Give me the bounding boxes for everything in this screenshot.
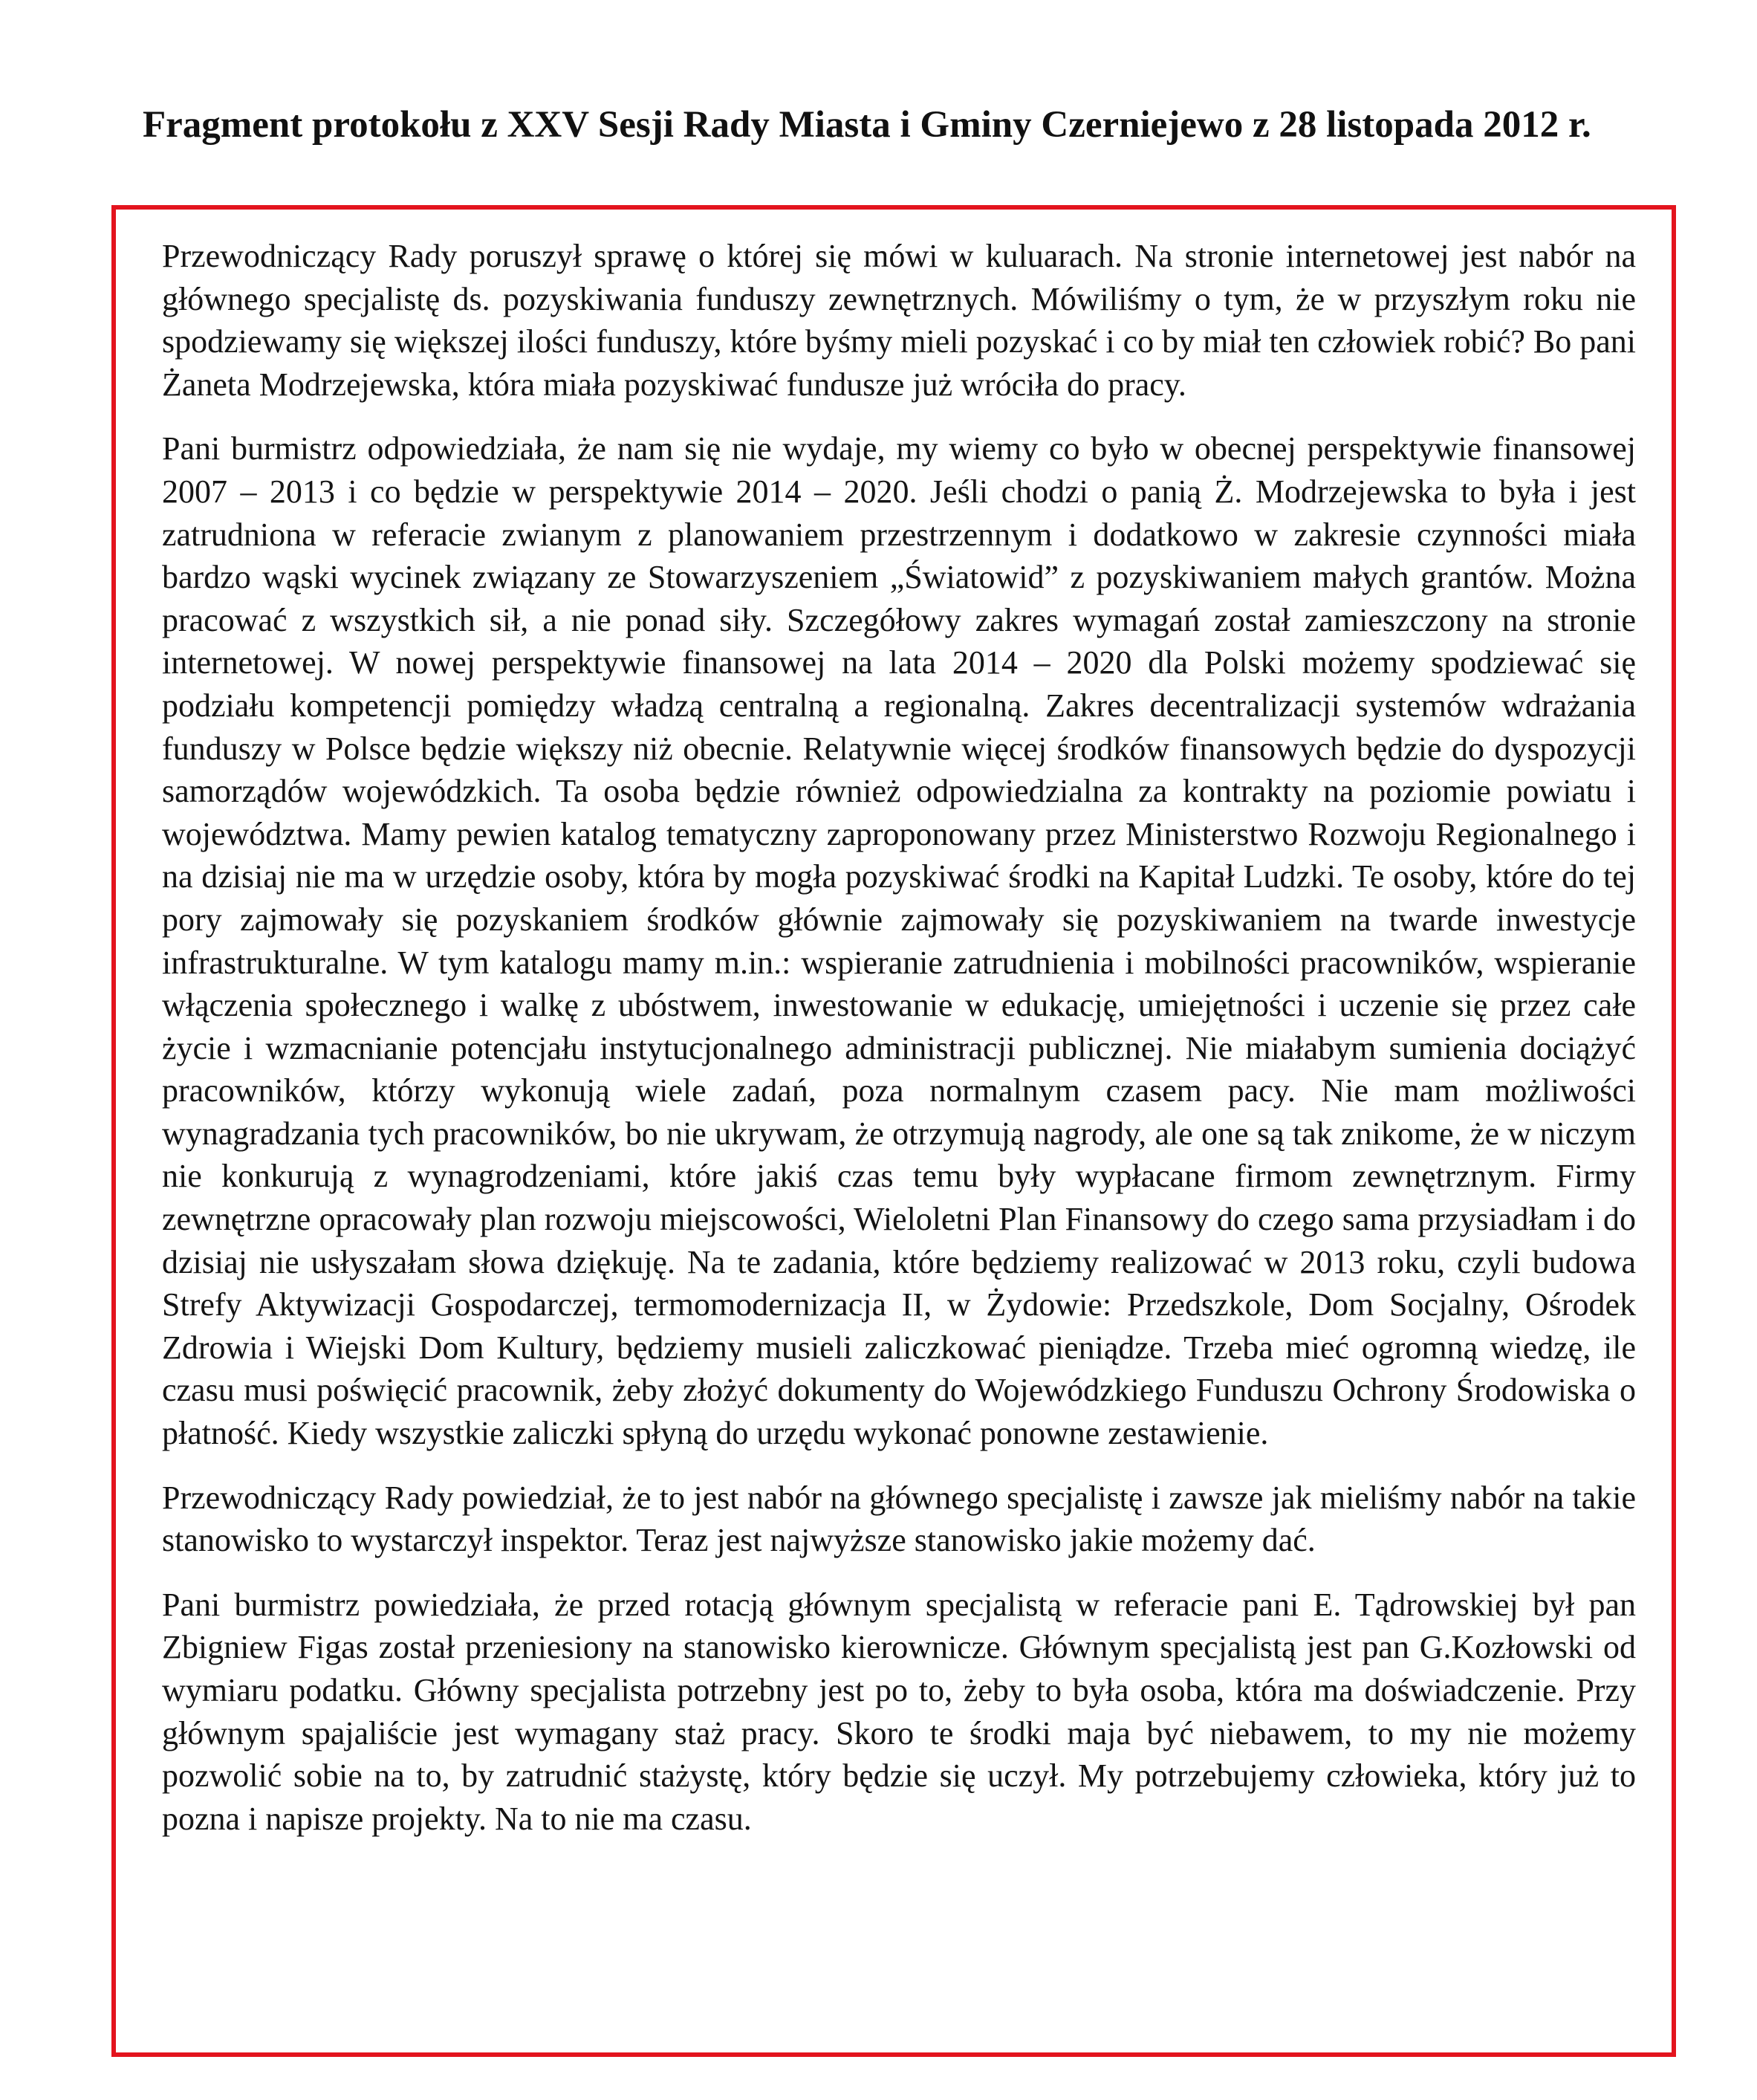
paragraph-council-chairman-reply: Przewodniczący Rady powiedział, że to jest nabór na głównego specjalistę i zawsze jak mieliśmy nabór na takie stanowisko to wystarczył inspektor. Teraz jest najwyższe stanowisko jakie możemy dać. — [162, 1479, 1636, 1559]
document-title: Fragment protokołu z XXV Sesji Rady Miasta i Gminy Czerniejewo z 28 listopada 2012 r. — [143, 104, 1591, 146]
paragraph-mayor-response: Pani burmistrz odpowiedziała, że nam się nie wydaje, my wiemy co było w obecnej perspektywie finansowej 2007 – 2013 i co będzie w perspektywie 2014 – 2020. Jeśli chodzi o panią Ż. Modrzejewska to była i jest zatrudniona w referacie zwianym z planowaniem przestrzennym i dodatkowo w zakresie czynności miała bardzo wąski wycinek związany ze Stowarzyszeniem „Światowid” z pozyskiwaniem małych grantów. Można pracować z wszystkich sił, a nie ponad siły. Szczegółowy zakres wymagań został zamieszczony na stronie internetowej. W nowej perspektywie finansowej na lata 2014 – 2020 dla Polski możemy spodziewać się podziału kompetencji pomiędzy władzą centralną a regionalną. Zakres decentralizacji systemów wdrażania funduszy w Polsce będzie większy niż obecnie. Relatywnie więcej środków finansowych będzie do dyspozycji samorządów wojewódzkich. Ta osoba będzie również odpowiedzialna za kontrakty na poziomie powiatu i województwa. Mamy pewien katalog tematyczny zaproponowany przez Ministerstwo Rozwoju Regionalnego i na dzisiaj nie ma w urzędzie osoby, która by mogła pozyskiwać środki na Kapitał Ludzki. Te osoby, które do tej pory zajmowały się pozyskaniem środków głównie zajmowały się pozyskiwaniem na twarde inwestycje infrastrukturalne. W tym katalogu mamy m.in.: wspieranie zatrudnienia i mobilności pracowników, wspieranie włączenia społecznego i walkę z ubóstwem, inwestowanie w edukację, umiejętności i uczenie się przez całe życie i wzmacnianie potencjału instytucjonalnego administracji publicznej. Nie miałabym sumienia dociążyć pracowników, którzy wykonują wiele zadań, poza normalnym czasem pacy. Nie mam możliwości wynagradzania tych pracowników, bo nie ukrywam, że otrzymują nagrody, ale one są tak znikome, że w niczym nie konkurują z wynagrodzeniami, które jakiś czas temu były wypłacane firmom zewnętrznym. Firmy zewnętrzne opracowały plan rozwoju miejscowości, Wieloletni Plan Finansowy do czego sama przysiadłam i do dzisiaj nie usłyszałam słowa dziękuję. Na te zadania, które będziemy realizować w 2013 roku, czyli budowa Strefy Aktywizacji Gospodarczej, termomodernizacja II, w Żydowie: Przedszkole, Dom Socjalny, Ośrodek Zdrowia i Wiejski Dom Kultury, będziemy musieli zaliczkować pieniądze. Trzeba mieć ogromną wiedzę, ile czasu musi poświęcić pracownik, żeby złożyć dokumenty do Wojewódzkiego Funduszu Ochrony Środowiska o płatność. Kiedy wszystkie zaliczki spłyną do urzędu wykonać ponowne zestawienie. — [162, 430, 1636, 1452]
paragraph-mayor-closing: Pani burmistrz powiedziała, że przed rotacją głównym specjalistą w referacie pani E. Tądrowskiej był pan Zbigniew Figas został przeniesiony na stanowisko kierownicze. Głównym specjalistą jest pan G.Kozłowski od wymiaru podatku. Główny specjalista potrzebny jest po to, żeby to była osoba, która ma doświadczenie. Przy głównym spajaliście jest wymagany staż pracy. Skoro te środki maja być niebawem, to my nie możemy pozwolić sobie na to, by zatrudnić stażystę, który będzie się uczył. My potrzebujemy człowieka, który już to pozna i napisze projekty. Na to nie ma czasu. — [162, 1586, 1636, 1837]
highlighted-excerpt-frame — [111, 205, 1676, 2057]
paragraph-council-chairman-question: Przewodniczący Rady poruszył sprawę o której się mówi w kuluarach. Na stronie internetowej jest nabór na głównego specjalistę ds. pozyskiwania funduszy zewnętrznych. Mówiliśmy o tym, że w przyszłym roku nie spodziewamy się większej ilości funduszy, które byśmy mieli pozyskać i co by miał ten człowiek robić? Bo pani Żaneta Modrzejewska, która miała pozyskiwać fundusze już wróciła do pracy. — [162, 238, 1636, 403]
